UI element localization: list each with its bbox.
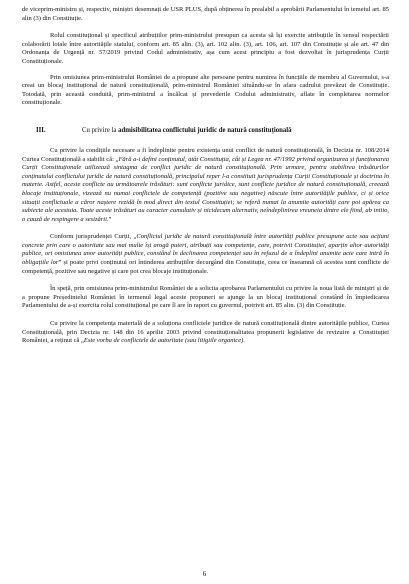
quote-lead: Cu privire la condițiile necesare a fi îndeplinite pentru existența unui conflict de natură constituțională, în Decizia nr. 108/2014 Curtea Constituțională a stabilit că: „ bbox=[22, 146, 389, 163]
paragraph-in-case: În speță, prin omisiunea prim-ministrului României de a solicita aprobarea Parlamentului cu privire la noua listă de miniștri și de a propune Președintelui României în termenul legal aceste propuneri se ajunge la un blocaj instituțional constând în împiedicarea Parlamentului de a-și exercita rolul constituțional pe care îl are în raport cu guvernul, potrivit art. 85 alin. (3) din Constituție. bbox=[22, 285, 389, 310]
quote-tail: .” bbox=[106, 215, 112, 223]
section-title bbox=[82, 126, 292, 135]
quote-text: Fără a-i defini conținutul, atât Constituția, cât și Legea nr. 47/1992 privind organizarea și funcționarea Curții Constituționale utilizează sintagma de conflict juridic de natură constituțională. Prin urmare, pentru stabilirea trăsăturilor conținutului conflictului juridic de natură constituțională, principalul reper l-a constituit jurisprudența Curții Constituționale și doctrina în materie. Astfel, aceste conflicte au următoarele trăsături: sunt conflicte juridice, sunt conflicte juridice de natură constituțională, creează blocaje instituționale, vizează nu numai conflictele de competență (pozitive sau negative) născute între autoritățile publice, ci și orice situații conflictuale a căror naștere rezidă în mod direct din textul Constituției; se referă numai la anumite autorități care pot apărea ca subiecte ale acestuia. Toate aceste trăsături au caracter cumulativ și nicidecum alternativ, neîndeplinirea vreuneia dintre ele fiind, ab initio, o cauză de respingere a sesizării bbox=[22, 155, 389, 223]
quote-text: Conflictul juridic de natură constituțională între autorități publice presupune acte sau acțiuni concrete prin care o autoritate sau mai multe își arogă puteri, atribuții sau competențe, care, potrivit Constituției, aparțin altor autorități publice, ori omisiunea unor autorități publice, constând în declinarea competenței sau în refuzul de a îndeplini anumite acte care intră în obligațiile lor bbox=[22, 233, 389, 267]
paragraph-ministers-continuation: de viceprim-ministru și, respectiv, miniștri desemnați de USR PLUS, după obținerea în prealabil a aprobării Parlamentului în temeiul art. 85 alin (3) din Constituție. bbox=[22, 6, 389, 22]
paragraph-court-jurisprudence bbox=[22, 233, 389, 276]
paragraph-material-competence bbox=[22, 320, 389, 346]
section-number: III. bbox=[36, 126, 46, 134]
section-heading bbox=[22, 126, 389, 135]
section-title-prefix: Cu privire la bbox=[82, 126, 119, 134]
page-number: 6 bbox=[202, 570, 207, 578]
quote-lead: Cu privire la competența materială de a soluționa conflictele juridice de natură constituțională dintre autoritățile publice, Curtea Constituțională, prin Decizia nr. 148 din 16 aprilie 2003 privind constituționalitatea propunerii legislative de revizuire a Constituției României, a reținut că „ bbox=[22, 320, 389, 345]
quote-tail: ” și poate privi conținutul ori întinderea atribuțiilor decurgând din Constituție, ceea ce înseamnă că acestea sunt conflicte de competență, pozitive sau negative și care pot crea blocaje instituționale. bbox=[22, 259, 390, 275]
paragraph-decision-108 bbox=[22, 147, 389, 224]
section-title-bold: admisibilitatea conflictului juridic de natură constituțională bbox=[118, 126, 292, 134]
quote-lead: Conform jurisprudenței Curții, „ bbox=[50, 233, 137, 241]
paragraph-constitutional-role: Rolul constituțional și specificul atribuțiilor prim-ministrului presupun ca acesta să își exercite atribuțiile în sensul respectării colaborării loiale între autoritățile statului, conform art. 85 alin. (3), art. 102 alin. (3), art. 106, art. 107 din Constituție și ale art. 47 din Ordonanța de Urgență nr. 57/2019 privind Codul administrativ, așa cum acest principiu a fost dezvoltat în jurisprudența Curții Constituționale. bbox=[22, 32, 389, 65]
quote-text: Este vorba de conflictele de autoritate (sau litigiile organice). bbox=[83, 337, 245, 345]
paragraph-omission-blockage: Prin omisiunea prim-ministrului României de a propune alte persoane pentru numirea în funcțiile de membru al Guvernului, s-a creat un blocaj instituțional de natură constituțională, prim-ministrul României situându-se în afara cadrului prevăzut de Constituție. Totodată, prin această conduită, prim-ministrul a încălcat și prevederile Codului administrativ, aflate în completarea normelor constituționale. bbox=[22, 73, 389, 107]
